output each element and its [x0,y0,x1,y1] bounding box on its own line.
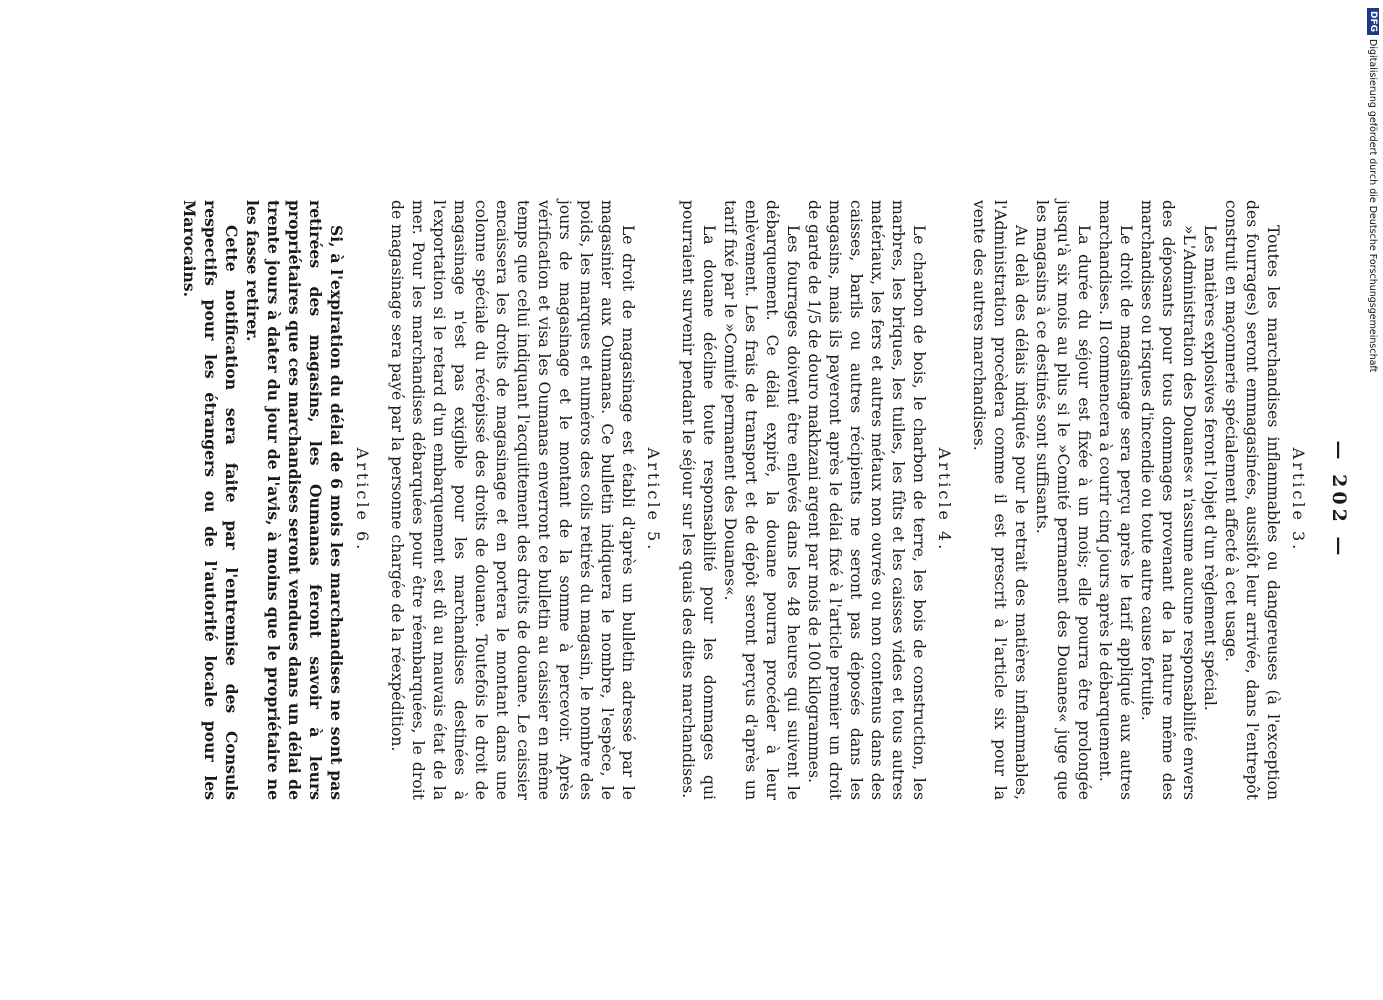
article-paragraph: Les fourrages doivent être enlevés dans les 48 heures qui suivent le débarquement. Ce délai expiré, la douane pourra procéder à leur enlèvement. Les frais de transport et de dépôt seront perçus d'après un tarif fixé par le »Comité permanent des Douanes«. [721,200,802,800]
attribution-strip [1364,8,1382,428]
article-paragraph: La durée du séjour est fixée à un mois; elle pourra être prolongée jusqu'à six mois au plus si le »Comité permanent des Douanes« juge que les magasins à ce destinés sont suffisants. [1033,200,1093,800]
article-title: Article 5. [644,447,663,553]
article-4 [677,200,954,800]
article-paragraph: Le charbon de bois, le charbon de terre, les bois de construction, les marbres, les briques, les tuiles, les fûts et les caisses vides et tous autres matériaux, les fers et autres métaux non ouvrés ou non contenus dans des caisses, barils ou autres récipients ne seront pas déposés dans les magasins, mais ils payeront après le délai fixé à l'article premier un droit de garde de 1/5 de douro makhzani argent par mois de 100 kilogrammes. [805,200,928,800]
article-title: Article 4. [935,447,954,553]
dfg-logo: DFG [1367,8,1379,35]
page-header [1322,200,1350,800]
attribution-text: Digitalisierung gefördert durch die Deutsche Forschungsgemeinschaft [1367,39,1379,373]
article-title: Article 6. [353,447,372,553]
article-title: Article 3. [1289,447,1308,553]
article-3 [968,200,1308,800]
scanned-page [180,200,1350,800]
article-paragraph: Le droit de magasinage sera perçu après le tarif appliqué aux autres marchandises. Il commencera à courir cinq jours après le débarquement. [1096,200,1135,800]
article-paragraph: Toutes les marchandises inflammables ou dangereuses (à l'exception des fourrages) seront emmagasinées, aussitôt leur arrivée, dans l'entrepôt construit en maçonnerie spécialement affecté à cet usage. [1222,200,1282,800]
article-5 [386,200,663,800]
article-6 [179,200,372,800]
article-paragraph: La douane décline toute responsabilité pour les dommages qui pourraient survenir pendant le séjour sur les quais des dites marchandises. [679,200,718,800]
article-paragraph: Si, à l'expiration du délai de 6 mois les marchandises ne sont pas retirées des magasins, les Oumanas feront savoir à leurs propriétaires que ces marchandises seront vendues dans un délai de trente jours à dater du jour de l'avis, à moins que le propriétaire ne les fasse retirer. [243,200,346,800]
article-paragraph: Le droit de magasinage est établi d'après un bulletin adressé par le magasinier aux Oumanas. Ce bulletin indiquera le nombre, l'espèce, le poids, les marques et numéros des colis retirés du magasin, le nombre des jours de magasinage et le montant de la somme à percevoir. Après vérification et visa les Oumanas enverront ce bulletin au caissier en même temps que celui indiquant l'acquittement des droits de douane. Le caissier encaissera les droits de magasinage et en portera le montant dans une colonne spéciale du récépissé des droits de douane. Toutefois le droit de magasinage n'est pas exigible pour les marchandises destinées à l'exportation si le retard d'un embarquement est dû au mauvais état de la mer. Pour les marchandises débarquées pour être réembarquées, le droit de magasinage sera payé par la personne chargée de la réexpédition. [388,200,637,800]
article-paragraph: Cette notification sera faite par l'entremise des Consuls respectifs pour les étrangers ou de l'autorité locale pour les Marocains. [180,200,241,800]
article-paragraph: Au delà des délais indiqués pour le retrait des matières inflammables, l'Administration procèdera comme il est prescrit à l'article six pour la vente des autres marchandises. [970,200,1030,800]
article-paragraph: Les matières explosives feront l'objet d'un règlement spécial. [1201,224,1219,711]
page-number: — 202 — [1328,440,1350,560]
article-paragraph: »L'Administration des Douanes« n'assume aucune responsabilité envers des déposants pour tous dommages provenant de la nature même des marchandises ou risques d'incendie ou toute autre cause fortuite. [1138,200,1198,800]
